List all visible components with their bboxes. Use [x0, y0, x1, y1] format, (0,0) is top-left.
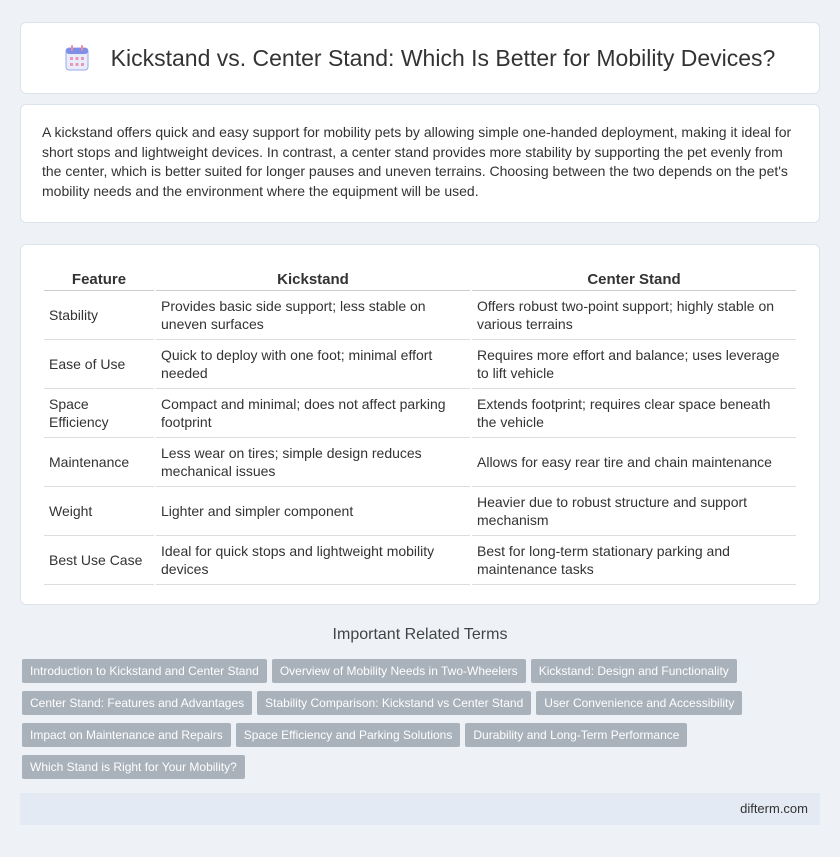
related-term-link[interactable]: Durability and Long-Term Performance [465, 723, 687, 747]
related-term-link[interactable]: Which Stand is Right for Your Mobility? [22, 755, 245, 779]
feature-cell: Weight [44, 487, 154, 536]
related-term-link[interactable]: Space Efficiency and Parking Solutions [236, 723, 461, 747]
related-term-link[interactable]: Impact on Maintenance and Repairs [22, 723, 231, 747]
kickstand-cell: Compact and minimal; does not affect parking footprint [156, 389, 470, 438]
table-row [44, 291, 796, 340]
calendar-icon [65, 45, 89, 71]
related-terms-title: Important Related Terms [332, 626, 508, 643]
center-stand-cell: Extends footprint; requires clear space beneath the vehicle [472, 389, 796, 438]
footer [20, 793, 820, 825]
related-term-link[interactable]: Stability Comparison: Kickstand vs Center Stand [257, 691, 531, 715]
related-term-link[interactable]: User Convenience and Accessibility [536, 691, 742, 715]
center-stand-cell: Requires more effort and balance; uses leverage to lift vehicle [472, 340, 796, 389]
kickstand-cell: Lighter and simpler component [156, 487, 470, 536]
page-title: Kickstand vs. Center Stand: Which Is Better for Mobility Devices? [110, 44, 776, 71]
feature-cell: Stability [44, 291, 154, 340]
center-stand-cell: Best for long-term stationary parking and maintenance tasks [472, 536, 796, 585]
table-header-row [44, 263, 796, 291]
table-row [44, 438, 796, 487]
table-row [44, 536, 796, 585]
feature-cell: Ease of Use [44, 340, 154, 389]
column-header-center-stand: Center Stand [472, 263, 796, 291]
center-stand-cell: Heavier due to robust structure and support mechanism [472, 487, 796, 536]
feature-cell: Maintenance [44, 438, 154, 487]
table-row [44, 487, 796, 536]
comparison-card [20, 244, 820, 605]
column-header-feature: Feature [44, 263, 154, 291]
feature-cell: Best Use Case [44, 536, 154, 585]
header-card [20, 22, 820, 94]
center-stand-cell: Offers robust two-point support; highly stable on various terrains [472, 291, 796, 340]
center-stand-cell: Allows for easy rear tire and chain maintenance [472, 438, 796, 487]
table-row [44, 389, 796, 438]
footer-site-link[interactable]: difterm.com [740, 801, 808, 816]
related-term-link[interactable]: Introduction to Kickstand and Center Stand [22, 659, 267, 683]
kickstand-cell: Ideal for quick stops and lightweight mobility devices [156, 536, 470, 585]
related-term-link[interactable]: Kickstand: Design and Functionality [531, 659, 737, 683]
comparison-table [42, 263, 798, 585]
feature-cell: Space Efficiency [44, 389, 154, 438]
related-term-link[interactable]: Center Stand: Features and Advantages [22, 691, 252, 715]
kickstand-cell: Provides basic side support; less stable on uneven surfaces [156, 291, 470, 340]
kickstand-cell: Quick to deploy with one foot; minimal effort needed [156, 340, 470, 389]
intro-card [20, 104, 820, 223]
intro-text: A kickstand offers quick and easy support for mobility pets by allowing simple one-handed deployment, making it ideal for short stops and lightweight devices. In contrast, a center stand provides more stability by supporting the pet evenly from the center, which is better suited for longer pauses and uneven terrains. Choosing between the two depends on the pet's mobility needs and the environment where the equipment will be used. [42, 124, 792, 199]
kickstand-cell: Less wear on tires; simple design reduces mechanical issues [156, 438, 470, 487]
column-header-kickstand: Kickstand [156, 263, 470, 291]
related-terms-list [22, 659, 818, 787]
related-term-link[interactable]: Overview of Mobility Needs in Two-Wheelers [272, 659, 526, 683]
table-row [44, 340, 796, 389]
